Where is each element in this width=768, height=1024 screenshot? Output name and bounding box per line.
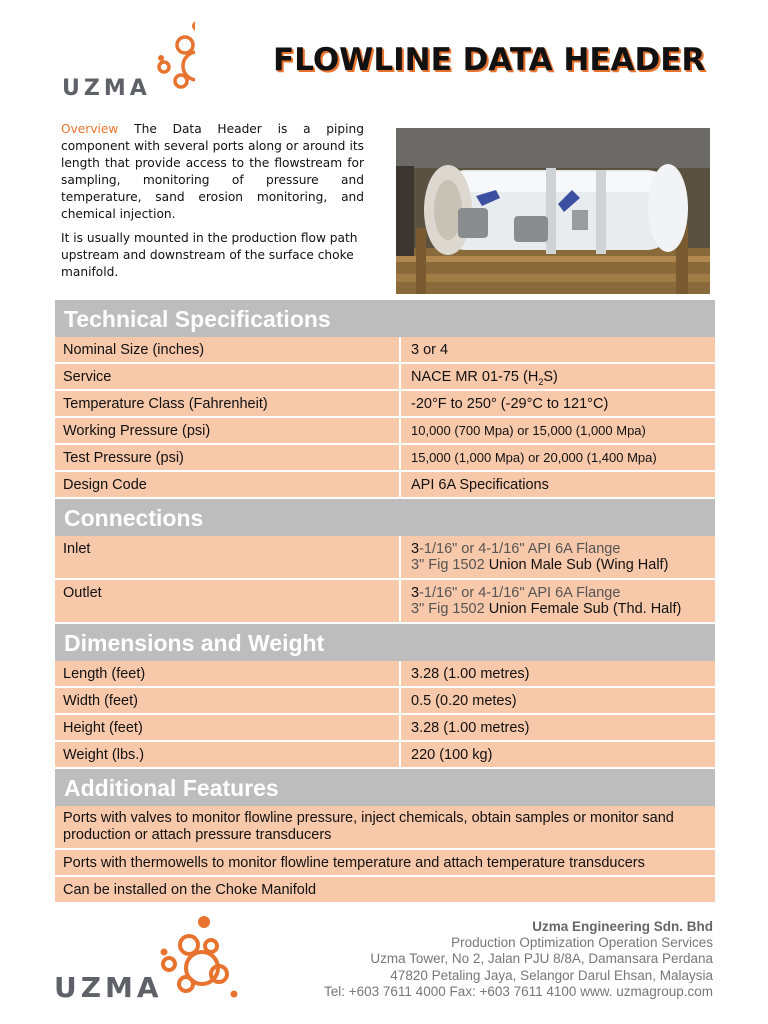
- spec-value: [401, 364, 715, 389]
- connection-label: Inlet: [55, 536, 401, 578]
- connection-line-2: [411, 601, 705, 617]
- connections-header: Connections: [55, 499, 715, 536]
- dimension-value: 3.28 (1.00 metres): [411, 666, 530, 682]
- dimension-row-height: [55, 715, 715, 742]
- connection-line-1-b: -1/16" or 4-1/16" API 6A Flange: [419, 541, 621, 557]
- dimension-value: 0.5 (0.20 metes): [411, 693, 517, 709]
- spec-row-design-code: [55, 472, 715, 499]
- dimension-label: Width (feet): [55, 688, 401, 713]
- logo-wordmark: UZMA: [54, 971, 163, 1004]
- dimension-label: Length (feet): [55, 661, 401, 686]
- uzma-logo-top: [60, 18, 195, 103]
- dimension-label: Height (feet): [55, 715, 401, 740]
- dimension-row-width: [55, 688, 715, 715]
- connection-line-1-b: -1/16" or 4-1/16" API 6A Flange: [419, 585, 621, 601]
- spec-value: -20°F to 250° (-29°C to 121°C): [411, 396, 609, 412]
- connection-line-2-b: Union Female Sub (Thd. Half): [488, 601, 682, 617]
- footer-line-contact: Tel: +603 7611 4000 Fax: +603 7611 4100 www. uzmagroup.com: [323, 983, 713, 999]
- dimension-row-weight: [55, 742, 715, 769]
- additional-features-header: Additional Features: [55, 769, 715, 806]
- spec-row-service: [55, 364, 715, 391]
- spec-label: Service: [55, 364, 401, 389]
- connection-line-1: [411, 541, 705, 557]
- spec-value: 10,000 (700 Mpa) or 15,000 (1,000 Mpa): [411, 423, 646, 438]
- spec-label: Nominal Size (inches): [55, 337, 401, 362]
- spec-row-working-pressure: [55, 418, 715, 445]
- overview-section: [61, 121, 364, 288]
- spec-label: Design Code: [55, 472, 401, 497]
- service-value-sub: 2: [538, 376, 544, 387]
- connection-line-2: [411, 557, 705, 573]
- connection-row-outlet: [55, 580, 715, 624]
- feature-row: [55, 850, 715, 877]
- spec-row-temperature-class: [55, 391, 715, 418]
- spec-label: Temperature Class (Fahrenheit): [55, 391, 401, 416]
- footer-contact: [324, 919, 713, 1000]
- feature-row: [55, 806, 715, 850]
- feature-text: Ports with thermowells to monitor flowline temperature and attach temperature transducers: [63, 855, 645, 871]
- overview-text-1: The Data Header is a piping component with several ports along or around its length that provide access to the flowstream for sampling, monitoring of pressure and temperature, sand erosion monitoring, and chemical injection.: [61, 122, 364, 221]
- connection-label: Outlet: [55, 580, 401, 622]
- connection-line-2-a: 3" Fig 1502: [411, 601, 489, 617]
- dimension-row-length: [55, 661, 715, 688]
- dimensions-header: Dimensions and Weight: [55, 624, 715, 661]
- data-header-photo-image: [396, 128, 710, 294]
- connection-line-1: [411, 585, 705, 601]
- connection-row-inlet: [55, 536, 715, 580]
- overview-paragraph-2: It is usually mounted in the production flow path upstream and downstream of the surface choke manifold.: [61, 231, 358, 279]
- feature-row: [55, 877, 715, 904]
- specifications-panel: [55, 300, 715, 904]
- logo-wordmark: UZMA: [62, 76, 151, 101]
- dimension-value: 3.28 (1.00 metres): [411, 720, 530, 736]
- service-value-post: S): [543, 369, 558, 385]
- product-photo: [396, 128, 710, 294]
- feature-text: Ports with valves to monitor flowline pressure, inject chemicals, obtain samples or monitor sand production or attach pressure transducers: [63, 810, 674, 843]
- connection-line-1-a: 3: [411, 541, 420, 557]
- footer-company: Uzma Engineering Sdn. Bhd: [532, 919, 713, 934]
- feature-text: Can be installed on the Choke Manifold: [63, 882, 317, 898]
- page-title: FLOWLINE DATA HEADER: [273, 42, 706, 78]
- footer-line-services: Production Optimization Operation Services: [451, 935, 713, 951]
- connection-line-2-b: Union Male Sub (Wing Half): [488, 557, 669, 573]
- spec-label: Test Pressure (psi): [55, 445, 401, 470]
- spec-value: API 6A Specifications: [411, 477, 549, 493]
- connection-value: [401, 580, 715, 622]
- footer-line-address-1: Uzma Tower, No 2, Jalan PJU 8/8A, Damansara Perdana: [370, 951, 713, 967]
- overview-paragraph-1: [61, 121, 364, 223]
- spec-value: 15,000 (1,000 Mpa) or 20,000 (1,400 Mpa): [411, 450, 657, 465]
- uzma-logo-bottom: [54, 912, 244, 1012]
- connection-line-1-a: 3: [411, 585, 420, 601]
- service-value-pre: NACE MR 01-75 (H: [411, 369, 539, 385]
- spec-label: Working Pressure (psi): [55, 418, 401, 443]
- dimension-label: Weight (lbs.): [55, 742, 401, 767]
- technical-specifications-header: Technical Specifications: [55, 300, 715, 337]
- overview-lead: Overview: [61, 122, 119, 136]
- connection-value: [401, 536, 715, 578]
- spec-value: 3 or 4: [411, 342, 449, 358]
- dimension-value: 220 (100 kg): [411, 747, 493, 763]
- footer-line-address-2: 47820 Petaling Jaya, Selangor Darul Ehsan, Malaysia: [390, 967, 713, 983]
- spec-row-test-pressure: [55, 445, 715, 472]
- spec-row-nominal-size: [55, 337, 715, 364]
- connection-line-2-a: 3" Fig 1502: [411, 557, 489, 573]
